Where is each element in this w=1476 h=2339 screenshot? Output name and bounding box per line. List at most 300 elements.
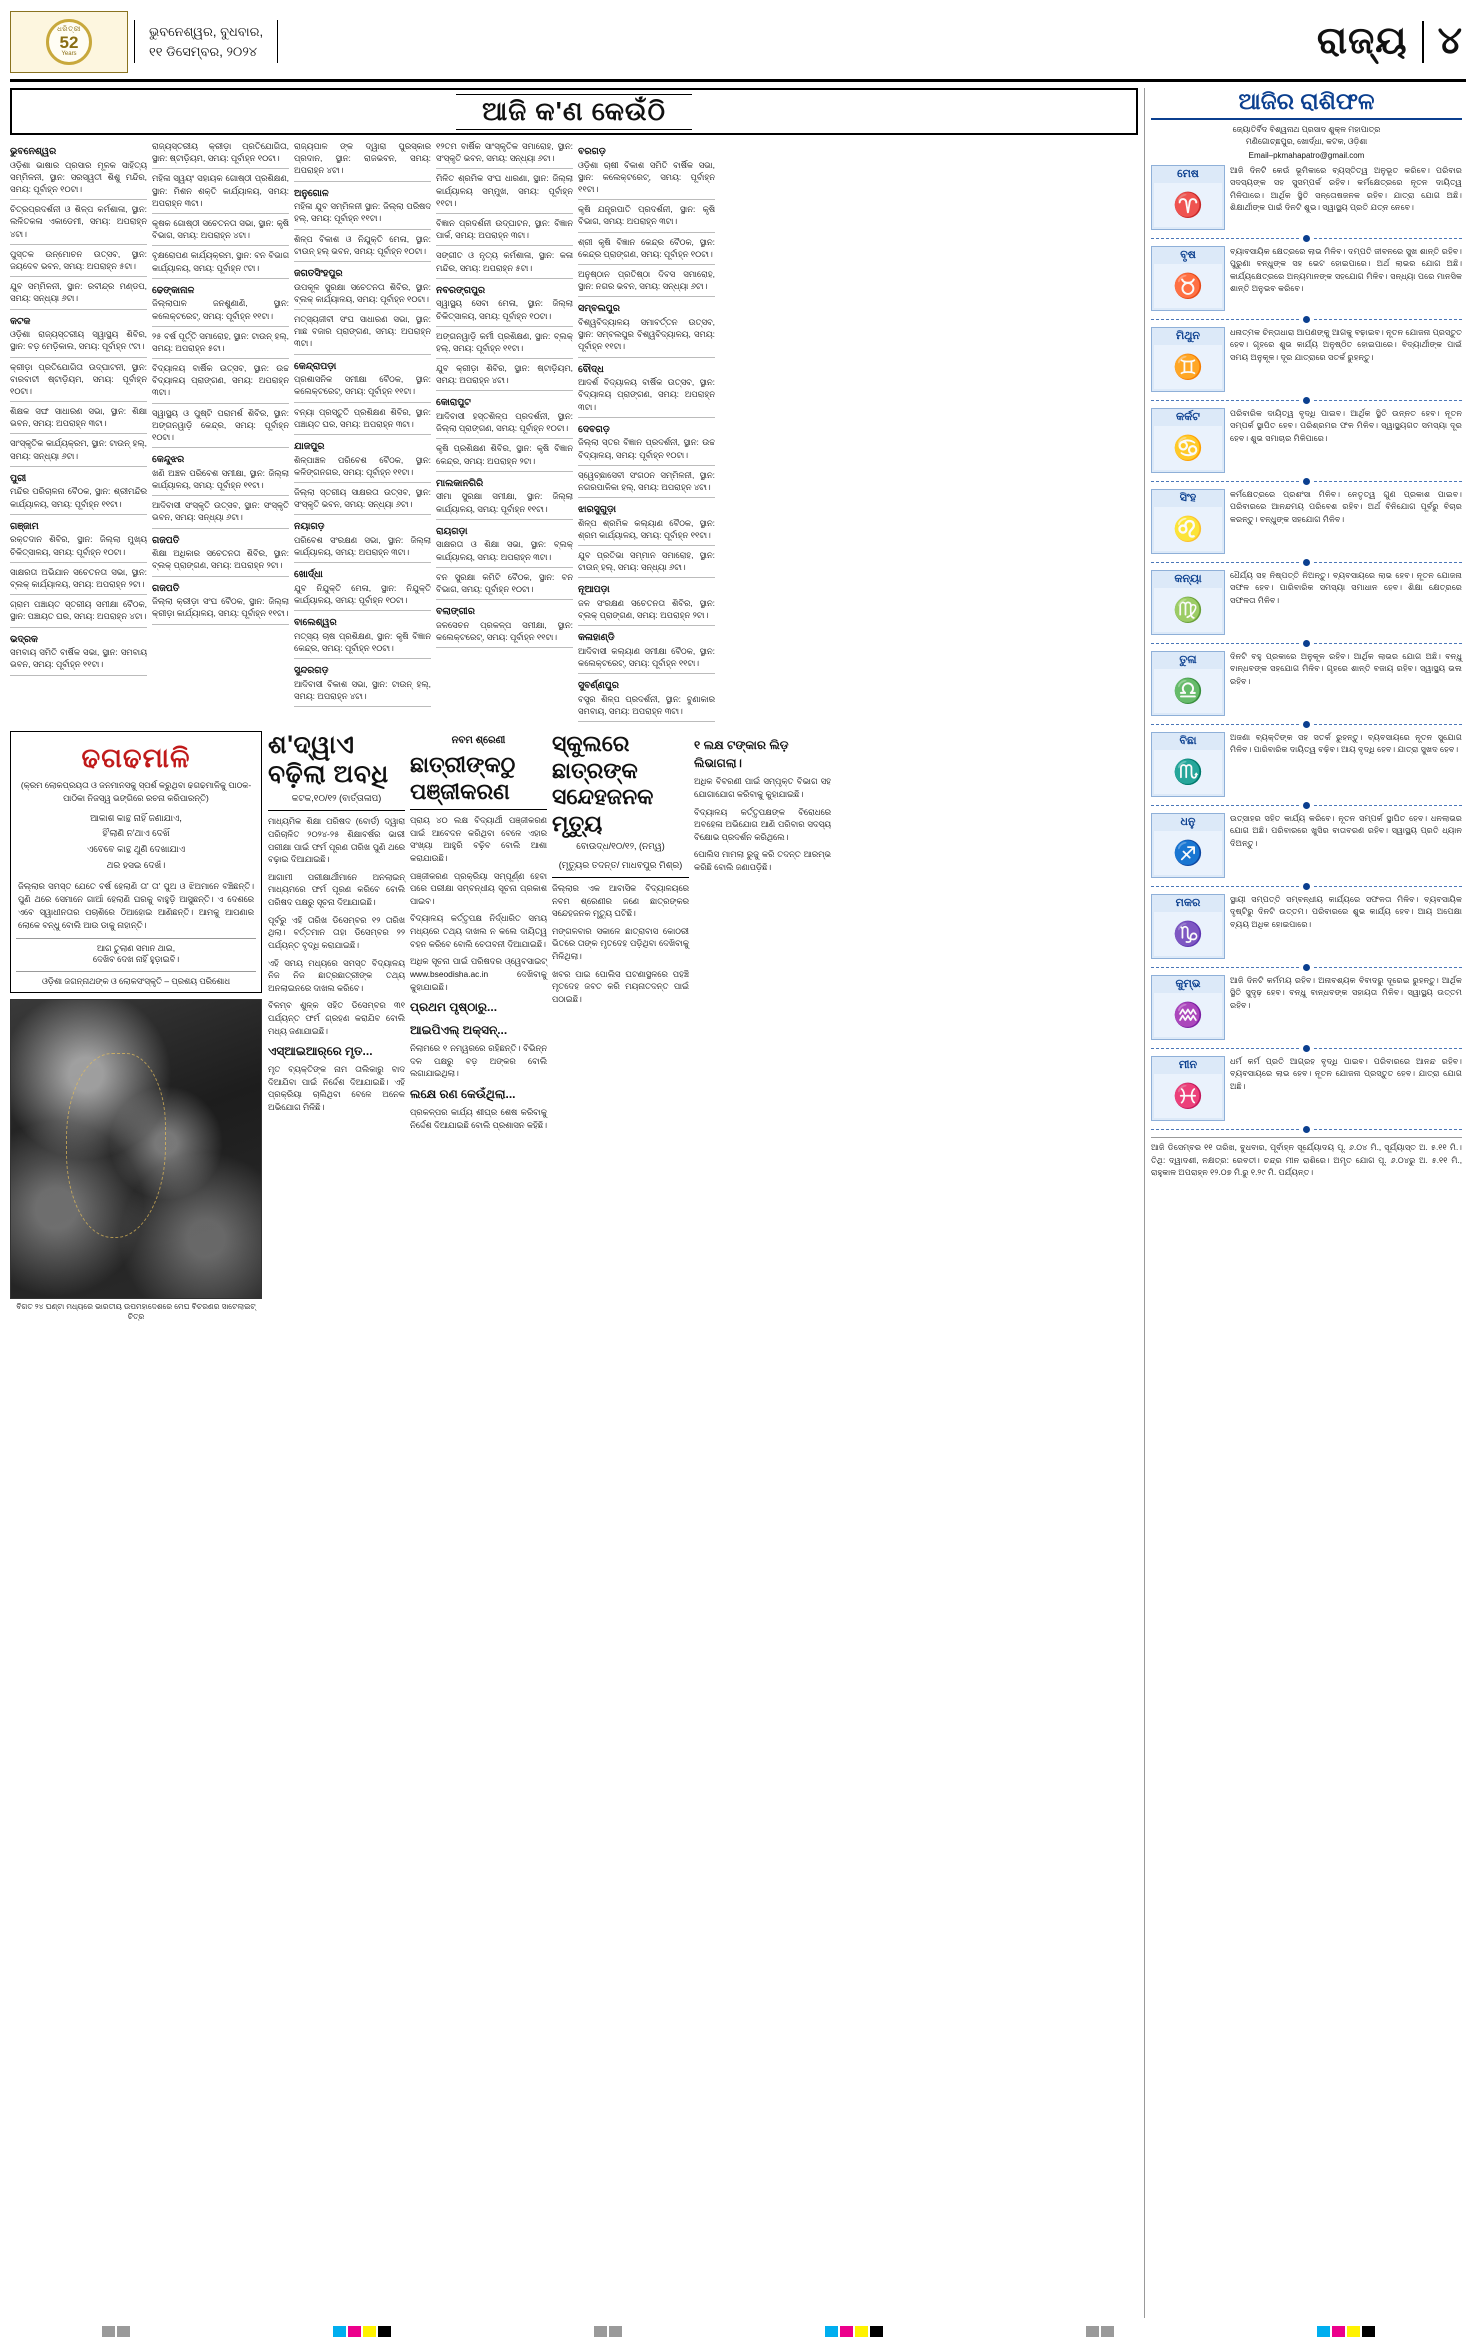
horoscope-divider	[1151, 478, 1462, 485]
horoscope-text: ଦିନଟି ବହୁ ପ୍ରକାରେ ଅନୁକୂଳ ରହିବ। ଆର୍ଥିକ ଲାଭର ଯୋଗ ଅଛି। ବନ୍ଧୁ ବାନ୍ଧବଙ୍କ ସହଯୋଗ ମିଳିବ। ଗୃହରେ ଶାନ୍ତି ବଜାୟ ରହିବ। ସ୍ୱାସ୍ଥ୍ୟ ଭଲ ରହିବ।	[1230, 652, 1462, 686]
ad-credit: ଓଡ଼ିଶା ଜଗନ୍ନାଥଙ୍କ ଓ ଲୋକସଂସ୍କୃତି – ପ୍ରଶୟ ପରିଶୋଧ	[16, 971, 256, 987]
event-entry: ଯୁବ ନିଯୁକ୍ତି ମେଳା, ସ୍ଥାନ: ନିଯୁକ୍ତି କାର୍ଯ୍ୟାଳୟ, ସମୟ: ପୂର୍ବାହ୍ନ ୧୦ଟା।	[294, 582, 431, 606]
divider-dash	[1314, 724, 1462, 725]
zodiac-sign-box	[1151, 813, 1225, 878]
jump3-body: ପ୍ରକଳ୍ପର କାର୍ଯ୍ୟ ଶୀଘ୍ର ଶେଷ କରିବାକୁ ନିର୍ଦ୍ଦେଶ ଦିଆଯାଇଛି ବୋଲି ପ୍ରଶାସନ କହିଛି।	[410, 1106, 547, 1130]
entry-divider	[578, 357, 715, 358]
divider-dash	[1314, 319, 1462, 320]
event-entry: ପରିବେଶ ସଂରକ୍ଷଣ ସଭା, ସ୍ଥାନ: ଜିଲ୍ଲା କାର୍ଯ୍ୟାଳୟ, ସମୟ: ଅପରାହ୍ନ ୩ଟା।	[294, 534, 431, 558]
zodiac-6-icon: ♍	[1154, 588, 1222, 632]
events-city-head: କଳାହାଣ୍ଡି	[578, 631, 615, 643]
divider-dash	[1314, 1129, 1462, 1130]
entry-divider	[436, 278, 573, 279]
entry-divider	[436, 326, 573, 327]
horoscope-author-address: ମଣିଗୋଚ୍ଛପୁର, ଖୋର୍ଦ୍ଧା, କଟକ, ଓଡ଼ିଶା	[1245, 137, 1368, 146]
divider-dash	[1151, 238, 1299, 239]
events-city-head: ବୌଦ୍ଧ	[578, 362, 604, 374]
satellite-caption: ବିଗତ ୨୪ ଘଣ୍ଟା ମଧ୍ୟରେ ଭାରତୀୟ ଉପମହାଦେଶରେ ମେଘ ବିଚରଣର ସାଟେଲାଇଟ୍ ଚିତ୍ର	[16, 1301, 256, 1322]
story2-kicker: ନବମ ଶ୍ରେଣୀ	[451, 735, 506, 747]
entry-divider	[10, 244, 147, 245]
event-entry: କୃଷି ଯନ୍ତ୍ରପାତି ପ୍ରଦର୍ଶନୀ, ସ୍ଥାନ: କୃଷି ବିଭାଗ, ସମୟ: ଅପରାହ୍ନ ୩ଟା।	[578, 204, 715, 227]
zodiac-sign-name: ବୃଷ	[1180, 249, 1196, 261]
section-title: ରାଜ୍ୟ	[1316, 20, 1408, 62]
entry-divider	[578, 232, 715, 233]
divider-dot	[1303, 640, 1310, 647]
event-entry: ଓଡ଼ିଶା ଚାଷୀ ବିକାଶ ସମିତି ବାର୍ଷିକ ସଭା, ସ୍ଥାନ: କଲେକ୍ଟରେଟ୍, ସମୟ: ପୂର୍ବାହ୍ନ ୧୧ଟା।	[578, 159, 715, 194]
story1-headline: ଶ'ଦ୍ୱାଏ ବଢ଼ିଲା ଅବଧି	[268, 731, 389, 789]
horoscope-divider	[1151, 316, 1462, 323]
events-city-head: ଭୁବନେଶ୍ୱର	[10, 145, 57, 156]
events-city-head: କଟକ	[10, 314, 31, 326]
horoscope-text: ଆଜି ଦିନଟି କର୍ମମୟ ରହିବ। ଅନାବଶ୍ୟକ ବିବାଦରୁ ଦୂରେଇ ରୁହନ୍ତୁ। ଆର୍ଥିକ ସ୍ଥିତି ସୁଦୃଢ଼ ହେବ। ବନ୍ଧୁ ବାନ୍ଧବଙ୍କ ସହାୟତା ମିଳିବ। ସ୍ୱାସ୍ଥ୍ୟ ଉତ୍ତମ ରହିବ।	[1230, 976, 1462, 1010]
entry-divider	[294, 309, 431, 310]
events-city-head: ଯାଜପୁର	[294, 439, 325, 451]
entry-divider	[436, 599, 573, 600]
entry-divider	[294, 434, 431, 435]
divider-dash	[1151, 1048, 1299, 1049]
entry-divider	[152, 358, 289, 359]
event-entry: ୨୫ ବର୍ଷ ପୂର୍ତ୍ତି ସମାରୋହ, ସ୍ଥାନ: ଟାଉନ୍ ହଲ୍, ସମୟ: ଅପରାହ୍ନ ୫ଟା।	[152, 330, 289, 353]
ad-signature	[16, 938, 256, 965]
color-swatch	[117, 2326, 130, 2337]
entry-divider	[152, 495, 289, 496]
event-entry: ବନ୍ୟା ପ୍ରସ୍ତୁତି ପ୍ରଶିକ୍ଷଣ ଶିବିର, ସ୍ଥାନ: ପଞ୍ଚାୟତ ଘର, ସମୟ: ଅପରାହ୍ନ ୩ଟା।	[294, 406, 431, 429]
india-outline	[66, 1053, 166, 1238]
zodiac-9-icon: ♐	[1154, 831, 1222, 875]
event-entry: ଓଡ଼ିଶା ରାଜ୍ୟସ୍ତରୀୟ ସ୍ୱାସ୍ଥ୍ୟ ଶିବିର, ସ୍ଥାନ: ବଡ଼ ମେଡ଼ିକାଲ, ସମୟ: ପୂର୍ବାହ୍ନ ୯ଟା।	[10, 329, 147, 352]
ad-poem	[16, 811, 256, 874]
horoscope-item	[1151, 570, 1462, 635]
page-number: ୪	[1437, 20, 1462, 62]
story3-dateline: ବୋଉଦ୍ଧ/୧୦/୧୨, (ନମ୍ୱ)	[576, 841, 665, 851]
event-entry: ବିଦ୍ୟାଳୟ ବାର୍ଷିକ ଉତ୍ସବ, ସ୍ଥାନ: ଉଚ୍ଚ ବିଦ୍ୟାଳୟ ପ୍ରାଙ୍ଗଣ, ସମୟ: ଅପରାହ୍ନ ୩ଟା।	[152, 363, 289, 398]
lower-section	[10, 731, 1138, 1323]
logo-years-number: 52	[59, 33, 79, 52]
event-entry: ସ୍ୱାସ୍ଥ୍ୟ ଓ ପୁଷ୍ଟି ପରାମର୍ଶ ଶିବିର, ସ୍ଥାନ: ଅଙ୍ଗନୱାଡ଼ି କେନ୍ଦ୍ର, ସମୟ: ପୂର୍ବାହ୍ନ ୧୦ଟା।	[152, 407, 289, 442]
story-paragraph: ପୋଲିସ ମାମଲା ରୁଜୁ କରି ତଦନ୍ତ ଆରମ୍ଭ କରିଛି ବୋଲି ଜଣାପଡ଼ିଛି।	[694, 849, 831, 873]
event-entry: ସୀମା ସୁରକ୍ଷା ସମୀକ୍ଷା, ସ୍ଥାନ: ଜିଲ୍ଲା କାର୍ଯ୍ୟାଳୟ, ସମୟ: ପୂର୍ବାହ୍ନ ୧୧ଟା।	[436, 491, 573, 514]
divider-dash	[1314, 886, 1462, 887]
divider-dash	[1151, 886, 1299, 887]
color-bar-group	[1317, 2326, 1375, 2337]
event-entry: ବସ୍ତ୍ର ଶିଳ୍ପ ପ୍ରଦର୍ଶନୀ, ସ୍ଥାନ: ବୁଣାକାର ସମବାୟ, ସମୟ: ଅପରାହ୍ନ ୩ଟା।	[578, 694, 715, 717]
color-swatch	[855, 2326, 868, 2337]
entry-divider	[578, 497, 715, 498]
divider-dot	[1303, 721, 1310, 728]
ad-subtitle: (କ୍ରମ ଲୋକପ୍ରୟତା ଓ ଜନମାନସକୁ ସ୍ପର୍ଶ କରୁଥିବା ଢଗଢମାଳିକୁ ପାଠକ-ପାଠିକା ନିଜସ୍ୱ ଭଙ୍ଗିରେ ରଚନା କରିପାରନ୍ତି)	[20, 780, 252, 804]
events-city-head: କେନ୍ଦ୍ରାପଡ଼ା	[294, 359, 337, 371]
entry-divider	[578, 577, 715, 578]
events-city-head: ବଲାଙ୍ଗୀର	[436, 605, 475, 617]
entry-divider	[294, 514, 431, 515]
entry-divider	[152, 278, 289, 279]
ad-title: ଢଗଢମାଳି	[81, 743, 191, 774]
entry-divider	[436, 358, 573, 359]
event-entry: ଜିଲ୍ଲା କ୍ରୀଡ଼ା ସଂଘ ବୈଠକ, ସ୍ଥାନ: ଜିଲ୍ଲା କ୍ରୀଡ଼ା କାର୍ଯ୍ୟାଳୟ, ସମୟ: ପୂର୍ବାହ୍ନ ୧୧ଟା।	[152, 596, 289, 619]
divider-dash	[1151, 481, 1299, 482]
entry-divider	[294, 610, 431, 611]
events-column	[578, 140, 715, 725]
story-paragraph: ବିଦ୍ୟାଳୟ କର୍ତ୍ତୃପକ୍ଷଙ୍କ ବିରୋଧରେ ଅବହେଳା ଅଭିଯୋଗ ଆଣି ପରିବାର ସଦସ୍ୟ ବିକ୍ଷୋଭ ପ୍ରଦର୍ଶନ କରିଥିଲେ।	[694, 806, 831, 842]
color-bar-group	[1086, 2326, 1114, 2337]
event-entry: ବୃକ୍ଷରୋପଣ କାର୍ଯ୍ୟକ୍ରମ, ସ୍ଥାନ: ବନ ବିଭାଗ କାର୍ଯ୍ୟାଳୟ, ସମୟ: ପୂର୍ବାହ୍ନ ୯ଟା।	[152, 250, 289, 273]
entry-divider	[294, 402, 431, 403]
color-bar-group	[594, 2326, 622, 2337]
story2-headline: ଛାତ୍ରୀଙ୍କଠୁ ପଞ୍ଜୀକରଣ	[410, 752, 516, 804]
divider-dash	[1151, 724, 1299, 725]
horoscope-divider	[1151, 964, 1462, 971]
zodiac-sign-name: ସିଂହ	[1179, 492, 1197, 504]
horoscope-divider	[1151, 721, 1462, 728]
entry-divider	[578, 465, 715, 466]
zodiac-sign-box	[1151, 1056, 1225, 1121]
page-body	[10, 88, 1466, 2318]
entry-divider	[10, 466, 147, 467]
event-entry: ଅଙ୍ଗନୱାଡ଼ି କର୍ମୀ ପ୍ରଶିକ୍ଷଣ, ସ୍ଥାନ: ବ୍ଲକ୍ ହଲ୍, ସମୟ: ପୂର୍ବାହ୍ନ ୧୧ଟା।	[436, 330, 573, 353]
zodiac-sign-box	[1151, 165, 1225, 230]
event-entry: ଚିତ୍ରପ୍ରଦର୍ଶନୀ ଓ ଶିଳ୍ପ କର୍ମଶାଳା, ସ୍ଥାନ: ଲଳିତକଳା ଏକାଡେମୀ, ସମୟ: ଅପରାହ୍ନ ୪ଟା।	[10, 204, 147, 239]
color-swatch	[1362, 2326, 1375, 2337]
ad-poem-line: ହିଁ'ଲାଣି ନ'ଥାଏ ଦେଖିଁ	[102, 828, 170, 839]
divider-dot	[1303, 802, 1310, 809]
newspaper-logo	[10, 11, 128, 73]
zodiac-sign-name: ଧନୁ	[1180, 816, 1196, 828]
divider-dot	[1303, 964, 1310, 971]
story1-rule	[268, 810, 405, 811]
event-entry: ସାକ୍ଷରତା ଓ ଶିକ୍ଷା ସଭା, ସ୍ଥାନ: ବ୍ଲକ୍ କାର୍ଯ୍ୟାଳୟ, ସମୟ: ଅପରାହ୍ନ ୩ଟା।	[436, 539, 573, 562]
horoscope-item	[1151, 246, 1462, 311]
event-entry: ମତ୍ସ୍ୟଜୀବୀ ସଂଘ ସାଧାରଣ ସଭା, ସ୍ଥାନ: ମାଛ ବଜାର ପ୍ରାଙ୍ଗଣ, ସମୟ: ଅପରାହ୍ନ ୩ଟା।	[294, 313, 431, 349]
story-paragraph: ଏହି ସମୟ ମଧ୍ୟରେ ସମସ୍ତ ବିଦ୍ୟାଳୟ ନିଜ ନିଜ ଛାତ୍ରଛାତ୍ରୀଙ୍କ ତଥ୍ୟ ଅନଲାଇନରେ ଦାଖଲ କରିବେ।	[268, 957, 405, 993]
horoscope-divider	[1151, 802, 1462, 809]
entry-divider	[436, 567, 573, 568]
event-entry: ଜିଲ୍ଲା ସ୍ତର ବିଜ୍ଞାନ ପ୍ରଦର୍ଶନୀ, ସ୍ଥାନ: ଉଚ୍ଚ ବିଦ୍ୟାଳୟ, ସମୟ: ପୂର୍ବାହ୍ନ ୧୦ଟା।	[578, 437, 715, 460]
entry-divider	[10, 594, 147, 595]
event-entry: ବିଶ୍ୱବିଦ୍ୟାଳୟ ସମାବର୍ତ୍ତନ ଉତ୍ସବ, ସ୍ଥାନ: ସମ୍ବଲପୁର ବିଶ୍ୱବିଦ୍ୟାଳୟ, ସମୟ: ପୂର୍ବାହ୍ନ ୧୧ଟା।	[578, 316, 715, 352]
events-column	[294, 140, 431, 725]
jump4-head: ୧ ଲକ୍ଷ ଟଙ୍କାର ଲିଡ଼ ଲିଭାଗଲା।	[694, 738, 789, 771]
zodiac-7-icon: ♎	[1154, 669, 1222, 713]
entry-divider	[152, 624, 289, 625]
divider-dash	[1314, 238, 1462, 239]
events-column	[152, 140, 289, 725]
events-city-head: ନୟାଗଡ଼	[294, 520, 325, 532]
zodiac-sign-box	[1151, 894, 1225, 959]
entry-divider	[294, 181, 431, 182]
event-entry: ଶିଳ୍ପ ବିକାଶ ଓ ନିଯୁକ୍ତି ମେଳା, ସ୍ଥାନ: ଟାଉନ୍ ହଲ୍ ଭବନ, ସମୟ: ପୂର୍ବାହ୍ନ ୧୦ଟା।	[294, 233, 431, 256]
story-paragraph: ବିଳମ୍ବ ଶୁଳ୍କ ସହିତ ଡିସେମ୍ବର ୩୧ ପର୍ଯ୍ୟନ୍ତ ଫର୍ମ ଗ୍ରହଣ କରାଯିବ ବୋଲି ମଧ୍ୟ ଜଣାଯାଇଛି।	[268, 1000, 405, 1036]
color-swatch	[1086, 2326, 1099, 2337]
events-city-head: ନବରଙ୍ଗପୁର	[436, 283, 486, 295]
divider-dash	[1314, 562, 1462, 563]
event-entry: ସ୍ୱାସ୍ଥ୍ୟ ସେବା ମେଳା, ସ୍ଥାନ: ଜିଲ୍ଲା ଚିକିତ୍ସାଳୟ, ସମୟ: ପୂର୍ବାହ୍ନ ୧୦ଟା।	[436, 298, 573, 321]
event-entry: ଅନୁଷ୍ଠାନ ପ୍ରତିଷ୍ଠା ଦିବସ ସମାରୋହ, ସ୍ଥାନ: ନଗର ଭବନ, ସମୟ: ସନ୍ଧ୍ୟା ୬ଟା।	[578, 268, 715, 292]
entry-divider	[10, 199, 147, 200]
divider-dot	[1303, 397, 1310, 404]
divider-dash	[1314, 967, 1462, 968]
divider-dash	[1151, 400, 1299, 401]
zodiac-sign-name: କର୍କଟ	[1176, 411, 1200, 423]
zodiac-5-icon: ♌	[1154, 507, 1222, 551]
events-listing	[10, 140, 1138, 725]
events-city-head: ଝାରସୁଗୁଡ଼ା	[578, 503, 617, 515]
entry-divider	[578, 199, 715, 200]
zodiac-sign-name: ମିଥୁନ	[1175, 330, 1201, 342]
events-city-head: ପୁରୀ	[10, 471, 27, 483]
event-entry: ଜିଲ୍ଲାପାଳ ଜନଶୁଣାଣି, ସ୍ଥାନ: କଲେକ୍ଟରେଟ୍, ସମୟ: ପୂର୍ବାହ୍ନ ୧୧ଟା।	[152, 298, 289, 321]
satellite-image	[10, 999, 262, 1299]
entry-divider	[436, 245, 573, 246]
zodiac-sign-box	[1151, 246, 1225, 311]
story-paragraph: ପଞ୍ଜୀକରଣ ପ୍ରକ୍ରିୟା ସମ୍ପୂର୍ଣ୍ଣ ହେବା ପରେ ପରୀକ୍ଷା ସମ୍ବନ୍ଧୀୟ ସୂଚନା ପ୍ରକାଶ ପାଇବ।	[410, 870, 547, 906]
zodiac-4-icon: ♋	[1154, 426, 1222, 470]
events-city-head: ଭଦ୍ରକ	[10, 632, 38, 644]
event-entry: ମନ୍ଦିର ପରିଚାଳନା ବୈଠକ, ସ୍ଥାନ: ଶ୍ରୀମନ୍ଦିର କାର୍ଯ୍ୟାଳୟ, ସମୟ: ପୂର୍ବାହ୍ନ ୧୧ଟା।	[10, 486, 147, 509]
event-entry: ଶିକ୍ଷା ଅଧିକାର ସଚେତନତା ଶିବିର, ସ୍ଥାନ: ବ୍ଲକ୍ ପ୍ରାଙ୍ଗଣ, ସମୟ: ଅପରାହ୍ନ ୨ଟା।	[152, 548, 289, 571]
divider-dot	[1303, 1126, 1310, 1133]
divider-dash	[1151, 805, 1299, 806]
horoscope-divider	[1151, 235, 1462, 242]
divider-dot	[1303, 883, 1310, 890]
horoscope-text: ଅଜଣା ବ୍ୟକ୍ତିଙ୍କ ସହ ସତର୍କ ରୁହନ୍ତୁ। ବ୍ୟବସାୟରେ ନୂତନ ସୁଯୋଗ ମିଳିବ। ପାରିବାରିକ ଦାୟିତ୍ୱ ବଢ଼ିବ। ଆୟ ବୃଦ୍ଧି ହେବ। ଯାତ୍ରା ସୁଖଦ ହେବ।	[1230, 733, 1462, 755]
entry-divider	[294, 706, 431, 707]
divider-dot	[1303, 478, 1310, 485]
horoscope-title: ଆଜିର ରାଶିଫଳ	[1151, 88, 1462, 120]
events-column	[436, 140, 573, 725]
zodiac-3-icon: ♊	[1154, 345, 1222, 389]
zodiac-8-icon: ♏	[1154, 750, 1222, 794]
horoscope-text: ଉତ୍ସାହର ସହିତ କାର୍ଯ୍ୟ କରିବେ। ନୂତନ ସମ୍ପର୍କ ସ୍ଥାପିତ ହେବ। ଧନଲାଭର ଯୋଗ ଅଛି। ପରିବାରରେ ଖୁସିର ବାତାବରଣ ରହିବ। ସ୍ୱାସ୍ଥ୍ୟ ପ୍ରତି ଧ୍ୟାନ ଦିଅନ୍ତୁ।	[1230, 814, 1462, 848]
entry-divider	[578, 264, 715, 265]
event-entry: ଆଦର୍ଶ ବିଦ୍ୟାଳୟ ବାର୍ଷିକ ଉତ୍ସବ, ସ୍ଥାନ: ବିଦ୍ୟାଳୟ ପ୍ରାଙ୍ଗଣ, ସମୟ: ଅପରାହ୍ନ ୩ଟା।	[578, 377, 715, 412]
zodiac-sign-name: କନ୍ୟା	[1174, 573, 1202, 585]
story-paragraph: ପୂର୍ବରୁ ଏହି ତାରିଖ ଡିସେମ୍ବର ୧୨ ତାରିଖ ଥିଲା। ବର୍ତ୍ତମାନ ତାହା ଡିସେମ୍ବର ୨୨ ପର୍ଯ୍ୟନ୍ତ ବୃଦ୍ଧି କରାଯାଇଛି।	[268, 914, 405, 950]
events-city-head: ସମ୍ବଲପୁର	[578, 302, 620, 314]
jump2-body: ନିଲାମରେ ୧ ନମ୍ୱରରେ ରହିଛନ୍ତି। ବିଭିନ୍ନ ଦଳ ପକ୍ଷରୁ ବଡ଼ ଅଙ୍କର ବୋଲି ଲଗାଯାଇଥିଲା।	[410, 1043, 547, 1079]
story-paragraph: ଜିଲ୍ଲାର ଏକ ଆବାସିକ ବିଦ୍ୟାଳୟରେ ନବମ ଶ୍ରେଣୀର ଜଣେ ଛାତ୍ରଙ୍କର ସନ୍ଦେହଜନକ ମୃତ୍ୟୁ ଘଟିଛି।	[552, 883, 689, 919]
entry-divider	[152, 528, 289, 529]
events-city-head: ଗଜପତି	[152, 581, 180, 593]
story2-rule	[410, 809, 547, 810]
horoscope-divider	[1151, 883, 1462, 890]
event-entry: ଆଦିବାସୀ ସଂସ୍କୃତି ଉତ୍ସବ, ସ୍ଥାନ: ସଂସ୍କୃତି ଭବନ, ସମୟ: ସନ୍ଧ୍ୟା ୬ଟା।	[152, 500, 289, 523]
ad-body: ଜିଲ୍ଲାର ସମସ୍ତ ଯେତେ ବର୍ଷ ହେଲାଣି ତା' ତା' ପୁଅ ଓ ଝିଅମାନେ ବଞ୍ଚିଛନ୍ତି। ପୁଣି ଥରେ ସେମାନେ ଗାଆଁ ହେଲାଣି ଘରକୁ ବାହୁଡ଼ି ଆସୁଛନ୍ତି। ଏ ଦେଶରେ ଏବେ ସ୍ୱାଧୀନତାର ପଚାଶିରେ ଠିଆହୋଇ ଆଣିଛନ୍ତି। ଆମକୁ ଆପଣାର ଲୋକେ ବନ୍ଧୁ ବୋଲି ଆଉ ଡାକୁ ନାହାନ୍ତି।	[18, 880, 254, 930]
events-banner	[10, 88, 1138, 135]
place-date-line1: ଭୁବନେଶ୍ୱର, ବୁଧବାର,	[149, 24, 264, 39]
zodiac-sign-box	[1151, 570, 1225, 635]
entry-divider	[578, 296, 715, 297]
color-swatch	[609, 2326, 622, 2337]
zodiac-sign-name: ମୀନ	[1178, 1059, 1198, 1071]
zodiac-sign-box	[1151, 732, 1225, 797]
entry-divider	[294, 261, 431, 262]
color-bar-group	[333, 2326, 391, 2337]
event-entry: ଯୁବ ପ୍ରତିଭା ସମ୍ମାନ ସମାରୋହ, ସ୍ଥାନ: ଟାଉନ୍ ହଲ୍, ସମୟ: ସନ୍ଧ୍ୟା ୬ଟା।	[578, 550, 715, 573]
horoscope-byline	[1151, 124, 1462, 148]
entry-divider	[436, 471, 573, 472]
horoscope-text: ପରିବାରିକ ଦାୟିତ୍ୱ ବୃଦ୍ଧି ପାଇବ। ଆର୍ଥିକ ସ୍ଥିତି ଉନ୍ନତ ହେବ। ନୂତନ ସମ୍ପର୍କ ସ୍ଥାପିତ ହେବ। ପରିଶ୍ରମର ଫଳ ମିଳିବ। ସ୍ୱାସ୍ଥ୍ୟଗତ ସମସ୍ୟା ଦୂର ହେବ। ଶୁଭ ସମାଚାର ମିଳିପାରେ।	[1230, 409, 1462, 443]
event-entry: ଖଣି ଅଞ୍ଚଳ ପରିବେଶ ସମୀକ୍ଷା, ସ୍ଥାନ: ଜିଲ୍ଲା କାର୍ଯ୍ୟାଳୟ, ସମୟ: ପୂର୍ବାହ୍ନ ୧୧ଟା।	[152, 467, 289, 490]
event-entry: ସାଂସ୍କୃତିକ କାର୍ଯ୍ୟକ୍ରମ, ସ୍ଥାନ: ଟାଉନ୍ ହଲ୍, ସମୟ: ସନ୍ଧ୍ୟା ୬ଟା।	[10, 438, 147, 461]
horoscope-author: ଜ୍ୟୋତିର୍ବିଦ ବିଶ୍ୱନାଥ ପ୍ରସାଦ ଶୁକ୍ଳ ମହାପାତ୍ର	[1232, 125, 1381, 134]
section-header	[1317, 20, 1466, 63]
event-entry: ଶିଳ୍ପାଞ୍ଚଳ ପରିବେଶ ବୈଠକ, ସ୍ଥାନ: କଳିଙ୍ଗନଗର, ସମୟ: ପୂର୍ବାହ୍ନ ୧୧ଟା।	[294, 454, 431, 477]
feature-columns	[268, 731, 1138, 1323]
zodiac-sign-name: ମକର	[1175, 897, 1201, 909]
section-divider	[1422, 21, 1424, 63]
events-city-head: କୋରାପୁଟ	[436, 396, 471, 408]
horoscope-text: ବ୍ୟାବସାୟିକ କ୍ଷେତ୍ରରେ ଲାଭ ମିଳିବ। ଦମ୍ପତି ଜୀବନରେ ସୁଖ ଶାନ୍ତି ରହିବ। ପୁରୁଣା ବନ୍ଧୁଙ୍କ ସହ ଭେଟ ହୋଇପାରେ। ଅର୍ଥ ଲାଭର ଯୋଗ ଅଛି। କାର୍ଯ୍ୟକ୍ଷେତ୍ରରେ ଅନ୍ୟମାନଙ୍କ ସହଯୋଗ ମିଳିବ। ସନ୍ଧ୍ୟା ପରେ ମାନସିକ ଶାନ୍ତି ଅନୁଭବ କରିବେ।	[1230, 247, 1462, 293]
event-entry: ସ୍ୱେଚ୍ଛାସେବୀ ସଂଗଠନ ସମ୍ମିଳନୀ, ସ୍ଥାନ: ନଗରପାଳିକା ହଲ୍, ସମୟ: ଅପରାହ୍ନ ୪ଟା।	[578, 469, 715, 492]
jump4-body: ଅଧିକ ବିବରଣୀ ପାଇଁ ସମ୍ପୃକ୍ତ ବିଭାଗ ସହ ଯୋଗାଯୋଗ କରିବାକୁ କୁହାଯାଇଛି।	[694, 776, 831, 800]
horoscope-text: ସ୍ଥାୟୀ ସମ୍ପତ୍ତି ସମ୍ବନ୍ଧୀୟ କାର୍ଯ୍ୟରେ ସଫଳତା ମିଳିବ। ବ୍ୟବସାୟିକ ଦୃଷ୍ଟିରୁ ଦିନଟି ଉତ୍ତମ। ପରିବାରରେ ଶୁଭ କାର୍ଯ୍ୟ ହେବ। ଆୟ ଅପେକ୍ଷା ବ୍ୟୟ ଅଧିକ ହୋଇପାରେ।	[1230, 895, 1462, 929]
horoscope-item	[1151, 489, 1462, 554]
event-entry: କ୍ରୀଡ଼ା ପ୍ରତିଯୋଗିତା ଉଦ୍‌ଘାଟନୀ, ସ୍ଥାନ: ବାରବାଟୀ ଷ୍ଟାଡ଼ିୟମ, ସମୟ: ପୂର୍ବାହ୍ନ ୧୦ଟା।	[10, 361, 147, 396]
divider-dash	[1151, 1129, 1299, 1130]
horoscope-divider	[1151, 1126, 1462, 1133]
zodiac-sign-name: ମେଷ	[1177, 168, 1199, 180]
event-entry: ପ୍ରଶାସନିକ ସମୀକ୍ଷା ବୈଠକ, ସ୍ଥାନ: କଲେକ୍ଟରେଟ୍, ସମୟ: ପୂର୍ବାହ୍ନ ୧୧ଟା।	[294, 374, 431, 397]
satellite-weather-block	[10, 999, 262, 1323]
color-swatch	[870, 2326, 883, 2337]
events-city-head: କେନ୍ଦୁଝର	[152, 453, 185, 465]
entry-divider	[294, 229, 431, 230]
zodiac-sign-name: ବିଛା	[1179, 735, 1197, 747]
color-swatch	[1317, 2326, 1330, 2337]
zodiac-12-icon: ♓	[1154, 1074, 1222, 1118]
horoscope-rail	[1144, 88, 1462, 2318]
entry-divider	[10, 401, 147, 402]
story-paragraph: ଅଧିକ ସୂଚନା ପାଇଁ ପରିଷଦର ଓ୍ୱେବସାଇଟ୍ www.bseodisha.ac.in ଦେଖିବାକୁ କୁହାଯାଇଛି।	[410, 956, 547, 992]
events-city-head: ମାଲକାନଗିରି	[436, 476, 484, 488]
color-swatch	[333, 2326, 346, 2337]
logo-top-text: ଧରିତ୍ରୀ	[57, 26, 81, 33]
entry-divider	[578, 417, 715, 418]
event-entry: ବନ ସୁରକ୍ଷା କମିଟି ବୈଠକ, ସ୍ଥାନ: ବନ ବିଭାଗ, ସମୟ: ପୂର୍ବାହ୍ନ ୧୦ଟା।	[436, 571, 573, 594]
divider-dash	[1314, 400, 1462, 401]
events-city-head: ଖୋର୍ଦ୍ଧା	[294, 568, 323, 580]
entry-divider	[10, 514, 147, 515]
event-entry: ଓଡ଼ିଶା ଭାଷାର ପ୍ରସାର ମୂଳକ ସାହିତ୍ୟ ସମ୍ମିଳନୀ, ସ୍ଥାନ: ସରସ୍ୱତୀ ଶିଶୁ ମନ୍ଦିର, ସମୟ: ପୂର୍ବାହ୍ନ ୧୦ଟା।	[10, 159, 147, 194]
event-entry: ମହିଳା ସ୍ୱୟଂ ସହାୟକ ଗୋଷ୍ଠୀ ପ୍ରଶିକ୍ଷଣ, ସ୍ଥାନ: ମିଶନ ଶକ୍ତି କାର୍ଯ୍ୟାଳୟ, ସମୟ: ଅପରାହ୍ନ ୩ଟା।	[152, 173, 289, 208]
events-city-head: ସୁବର୍ଣ୍ଣପୁର	[578, 679, 619, 691]
entry-divider	[152, 403, 289, 404]
events-banner-title: ଆଜି କ'ଣ କେଉଁଠି	[456, 94, 692, 130]
event-entry: ୧୨ତମ ବାର୍ଷିକ ସାଂସ୍କୃତିକ ସମାରୋହ, ସ୍ଥାନ: ସଂସ୍କୃତି ଭବନ, ସମୟ: ସନ୍ଧ୍ୟା ୬ଟା।	[436, 141, 573, 164]
events-city-head: ଗଞ୍ଜାମ	[10, 519, 39, 531]
divider-dot	[1303, 1045, 1310, 1052]
entry-divider	[152, 245, 289, 246]
story-paragraph: ପ୍ରାୟ ୪୦ ଲକ୍ଷ ବିଦ୍ୟାର୍ଥୀ ପଞ୍ଜୀକରଣ ପାଇଁ ଆବେଦନ କରିଥିବା ବେଳେ ଏହାର ସଂଖ୍ୟା ଆହୁରି ବଢ଼ିବ ବୋଲି ଆଶା କରାଯାଉଛି।	[410, 815, 547, 864]
event-entry: ଶ୍ରୀ କୃଷି ବିଜ୍ଞାନ କେନ୍ଦ୍ର ବୈଠକ, ସ୍ଥାନ: କେନ୍ଦ୍ର ପ୍ରାଙ୍ଗଣ, ସମୟ: ପୂର୍ବାହ୍ନ ୧୦ଟା।	[578, 236, 715, 259]
horoscope-text: ଧର୍ମ କର୍ମ ପ୍ରତି ଆଗ୍ରହ ବୃଦ୍ଧି ପାଇବ। ପରିବାରରେ ଆନନ୍ଦ ରହିବ। ବ୍ୟବସାୟରେ ଲାଭ ହେବ। ନୂତନ ଯୋଜନା ପ୍ରସ୍ତୁତ ହେବ। ଯାତ୍ରା ଯୋଗ ଅଛି।	[1230, 1057, 1462, 1091]
zodiac-sign-box	[1151, 408, 1225, 473]
horoscope-item	[1151, 813, 1462, 878]
divider-dash	[1314, 1048, 1462, 1049]
story3-rule	[552, 877, 689, 878]
events-city-head: ସୁନ୍ଦରଗଡ଼	[294, 664, 329, 676]
entry-divider	[578, 625, 715, 626]
event-entry: ଯୁବ କ୍ରୀଡ଼ା ଶିବିର, ସ୍ଥାନ: ଷ୍ଟାଡ଼ିୟମ, ସମୟ: ଅପରାହ୍ନ ୪ଟା।	[436, 363, 573, 386]
entry-divider	[10, 276, 147, 277]
jump1-body: ମୃତ ବ୍ୟକ୍ତିଙ୍କ ନାମ ତାଲିକାରୁ ବାଦ ଦିଆଯିବା ପାଇଁ ନିର୍ଦ୍ଦେଶ ଦିଆଯାଇଛି। ଏହି ପ୍ରକ୍ରିୟା ଚାଲିଥିବା ବେଳେ ଅନେକ ଅଭିଯୋଗ ମିଳିଛି।	[268, 1064, 405, 1113]
event-entry: ଆଦିବାସୀ ବିକାଶ ସଭା, ସ୍ଥାନ: ଟାଉନ୍ ହଲ୍, ସମୟ: ଅପରାହ୍ନ ୪ଟା।	[294, 678, 431, 702]
events-column	[10, 140, 147, 725]
entry-divider	[152, 168, 289, 169]
story3-body-cont	[694, 806, 831, 874]
event-entry: ଯୁବ ସମ୍ମିଳନୀ, ସ୍ଥାନ: ରବୀନ୍ଦ୍ର ମଣ୍ଡପ, ସମୟ: ସନ୍ଧ୍ୟା ୬ଟା।	[10, 281, 147, 304]
event-entry: ମତ୍ସ୍ୟ ଚାଷ ପ୍ରଶିକ୍ଷଣ, ସ୍ଥାନ: କୃଷି ବିଜ୍ଞାନ କେନ୍ଦ୍ର, ସମୟ: ପୂର୍ବାହ୍ନ ୧୦ଟା।	[294, 630, 431, 654]
color-swatch	[102, 2326, 115, 2337]
event-entry: ମିଳିତ ଶ୍ରମିକ ସଂଘ ଧାରଣା, ସ୍ଥାନ: ଜିଲ୍ଲା କାର୍ଯ୍ୟାଳୟ ସମ୍ମୁଖ, ସମୟ: ପୂର୍ବାହ୍ନ ୧୧ଟା।	[436, 173, 573, 208]
story1-body	[268, 815, 405, 1037]
entry-divider	[10, 357, 147, 358]
color-swatch	[378, 2326, 391, 2337]
jump3-head: ଲକ୍ଷେ ରଣ କେଉଁଥିଲା...	[410, 1086, 516, 1101]
horoscope-text: ଧୈର୍ଯ୍ୟ ସହ ନିଷ୍ପତ୍ତି ନିଅନ୍ତୁ। ବ୍ୟବସାୟରେ ଲାଭ ହେବ। ନୂତନ ଯୋଜନା ସଫଳ ହେବ। ପାରିବାରିକ ସମସ୍ୟା ସମାଧାନ ହେବ। ଶିକ୍ଷା କ୍ଷେତ୍ରରେ ସଫଳତା ମିଳିବ।	[1230, 571, 1462, 605]
zodiac-1-icon: ♈	[1154, 183, 1222, 227]
story-column-2	[410, 731, 547, 1323]
horoscope-item	[1151, 894, 1462, 959]
zodiac-sign-box	[1151, 651, 1225, 716]
zodiac-sign-box	[1151, 327, 1225, 392]
events-city-head: ଗଜପତି	[152, 533, 180, 545]
story-paragraph: ଖବର ପାଇ ପୋଲିସ ଘଟଣାସ୍ଥଳରେ ପହଞ୍ଚି ମୃତଦେହ ଜବତ କରି ମୟନାତଦନ୍ତ ପାଇଁ ପଠାଇଛି।	[552, 968, 689, 1004]
color-bar-group	[102, 2326, 130, 2337]
horoscope-item	[1151, 1056, 1462, 1121]
color-swatch	[348, 2326, 361, 2337]
divider-dash	[1151, 967, 1299, 968]
event-entry: ରକ୍ତଦାନ ଶିବିର, ସ୍ଥାନ: ଜିଲ୍ଲା ମୁଖ୍ୟ ଚିକିତ୍ସାଳୟ, ସମୟ: ପୂର୍ବାହ୍ନ ୧୦ଟା।	[10, 534, 147, 557]
entry-divider	[10, 309, 147, 310]
ad-poem-line: ଆକାଶ କାନ୍ଥ ନାହିଁ ଜଣାଯାଏ,	[90, 812, 182, 823]
events-city-head: ରାୟଗଡ଼ା	[436, 524, 468, 536]
event-entry: ଜଳ ସଂରକ୍ଷଣ ସଚେତନତା ଶିବିର, ସ୍ଥାନ: ବ୍ଲକ୍ ପ୍ରାଙ୍ଗଣ, ସମୟ: ଅପରାହ୍ନ ୨ଟା।	[578, 598, 715, 621]
event-entry: ସଙ୍ଗୀତ ଓ ନୃତ୍ୟ କର୍ମଶାଳା, ସ୍ଥାନ: କଳା ମନ୍ଦିର, ସମୟ: ଅପରାହ୍ନ ୫ଟା।	[436, 250, 573, 273]
event-entry: ସମବାୟ ସମିତି ବାର୍ଷିକ ସଭା, ସ୍ଥାନ: ସମବାୟ ଭବନ, ସମୟ: ପୂର୍ବାହ୍ନ ୧୧ଟା।	[10, 647, 147, 670]
events-city-head: ଢେଙ୍କାନାଳ	[152, 283, 195, 295]
event-entry: ଶିଳ୍ପ ଶ୍ରମିକ କଲ୍ୟାଣ ବୈଠକ, ସ୍ଥାନ: ଶ୍ରମ କାର୍ଯ୍ୟାଳୟ, ସମୟ: ପୂର୍ବାହ୍ନ ୧୧ଟା।	[578, 517, 715, 540]
event-entry: ଶିକ୍ଷକ ସଙ୍ଘ ସାଧାରଣ ସଭା, ସ୍ଥାନ: ଶିକ୍ଷା ଭବନ, ସମୟ: ଅପରାହ୍ନ ୩ଟା।	[10, 406, 147, 429]
divider-dot	[1303, 235, 1310, 242]
entry-divider	[294, 482, 431, 483]
story-column-1	[268, 731, 405, 1323]
color-swatch	[594, 2326, 607, 2337]
entry-divider	[10, 562, 147, 563]
entry-divider	[10, 675, 147, 676]
zodiac-sign-box	[1151, 489, 1225, 554]
place-date-line2: ୧୧ ଡିସେମ୍ବର, ୨୦୨୪	[149, 43, 258, 59]
events-city-head: ଦେବଗଡ଼	[578, 422, 610, 434]
entry-divider	[294, 658, 431, 659]
jump1-head: ଏସ୍‌ଆଇଆର୍‌ରେ ମୃତ...	[268, 1044, 373, 1059]
entry-divider	[578, 673, 715, 674]
jump0-head: ପ୍ରଥମ ପୃଷ୍ଠାରୁ...	[410, 1000, 498, 1015]
story-paragraph: ମାଧ୍ୟମିକ ଶିକ୍ଷା ପରିଷଦ (ବୋର୍ଡ) ଦ୍ୱାରା ପରିଚାଳିତ ୨୦୨୪-୨୫ ଶିକ୍ଷାବର୍ଷର ଭାରୀ ପରୀକ୍ଷା ପାଇଁ ଫର୍ମ ପୂରଣ ତାରିଖ ପୁଣି ଥରେ ବଢ଼ାଇ ଦିଆଯାଇଛି।	[268, 816, 405, 865]
horoscope-footer: ଆଜି ଡିସେମ୍ବର ୧୧ ତାରିଖ, ବୁଧବାର, ପୂର୍ବାହ୍ନ ସୂର୍ଯ୍ୟୋଦୟ ପୂ. ୬.୦୪ ମି., ସୂର୍ଯ୍ୟାସ୍ତ ଅ. ୫.୧୧ ମି.। ତିଥି: ଦ୍ୱାଦଶୀ, ନକ୍ଷତ୍ର: ରେବତୀ। ଚନ୍ଦ୍ର ମୀନ ରାଶିରେ। ଅମୃତ ଯୋଗ ପୂ. ୬.୦୪ରୁ ଅ. ୫.୧୧ ମି., ରାହୁକାଳ ଅପରାହ୍ନ ୧୨.୦୭ ମି.ରୁ ୧.୨୯ ମି. ପର୍ଯ୍ୟନ୍ତ।	[1151, 1137, 1462, 1180]
jump2-head: ଆଇପିଏଲ୍‌ ଅକ୍ସନ୍...	[410, 1023, 508, 1038]
horoscope-text: ଧନାତ୍ମକ ଚିନ୍ତାଧାରା ଆପଣଙ୍କୁ ଆଗକୁ ବଢ଼ାଇବ। ନୂତନ ଯୋଜନା ପ୍ରସ୍ତୁତ ହେବ। ଗୃହରେ ଶୁଭ କାର୍ଯ୍ୟ ଅନୁଷ୍ଠିତ ହୋଇପାରେ। ବିଦ୍ୟାର୍ଥୀଙ୍କ ପାଇଁ ସମୟ ଅନୁକୂଳ। ଦୂର ଯାତ୍ରାରେ ସତର୍କ ରୁହନ୍ତୁ।	[1230, 328, 1462, 362]
color-swatch	[1332, 2326, 1345, 2337]
horoscope-email[interactable]: Email–pkmahapatro@gmail.com	[1248, 151, 1365, 160]
horoscope-divider	[1151, 640, 1462, 647]
story3-body	[552, 882, 689, 1005]
events-city-head: ଅନୁଗୋଳ	[294, 186, 329, 198]
event-entry: ଉପକୂଳ ସୁରକ୍ଷା ସଚେତନତା ଶିବିର, ସ୍ଥାନ: ବ୍ଲକ୍ କାର୍ଯ୍ୟାଳୟ, ସମୟ: ପୂର୍ବାହ୍ନ ୧୦ଟା।	[294, 281, 431, 304]
events-city-head: ଜଗତସିଂହପୁର	[294, 266, 343, 278]
zodiac-sign-name: ତୁଳା	[1179, 654, 1197, 666]
print-registration-bars	[0, 2326, 1476, 2337]
